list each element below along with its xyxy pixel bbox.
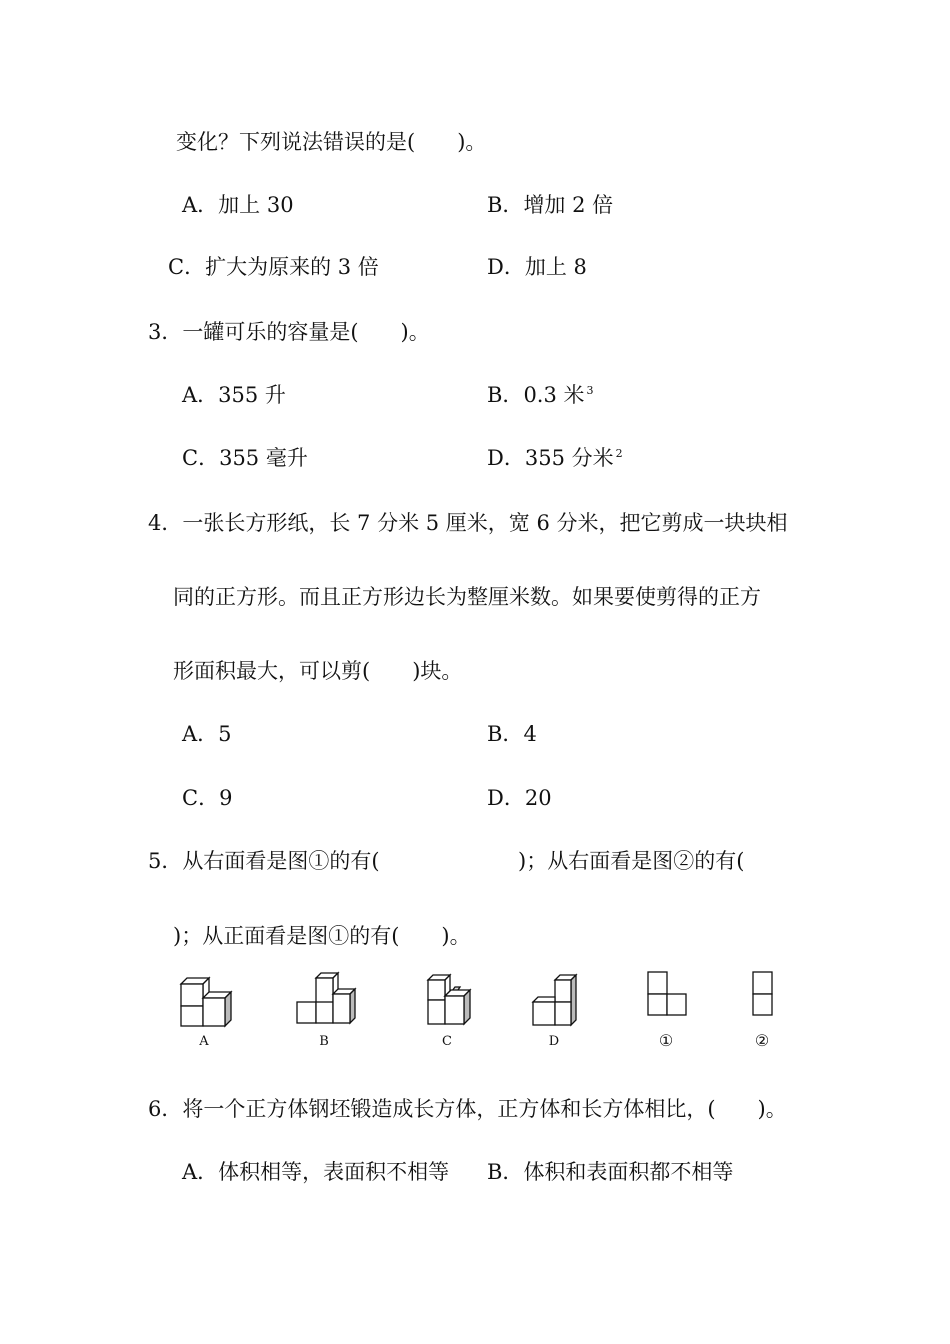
figure-c-cube-stack xyxy=(424,970,480,1028)
q3-stem: 3．一罐可乐的容量是( )。 xyxy=(148,320,430,344)
q4-option-d xyxy=(487,784,552,812)
q2-option-d xyxy=(487,253,587,281)
option-letter: A． xyxy=(182,193,219,217)
q2-stem-continuation: 变化？下列说法错误的是( )。 xyxy=(176,130,487,154)
option-letter: B． xyxy=(487,193,524,217)
figure-label-b: B xyxy=(319,1034,329,1049)
option-letter: A． xyxy=(182,383,219,407)
q3-option-a xyxy=(182,381,286,409)
figure-d-cube-stack xyxy=(528,972,584,1028)
q4-option-b xyxy=(487,720,537,748)
option-letter: A． xyxy=(182,722,219,746)
option-letter: D． xyxy=(487,255,525,279)
option-text: 5 xyxy=(218,722,232,746)
q4-stem-line-3: 形面积最大，可以剪( )块。 xyxy=(173,659,463,683)
q4-option-a xyxy=(182,720,232,748)
q4-stem-line-2: 同的正方形。而且正方形边长为整厘米数。如果要使剪得的正方 xyxy=(173,585,761,609)
option-text: 20 xyxy=(524,786,552,810)
option-letter: A． xyxy=(182,1160,219,1184)
option-text: 加上 8 xyxy=(524,255,587,279)
option-letter: D． xyxy=(487,446,525,470)
q5-stem-line-2: )；从正面看是图①的有( )。 xyxy=(173,924,471,948)
superscript: 2 xyxy=(615,447,623,460)
option-letter: B． xyxy=(487,1160,524,1184)
view-figure-2 xyxy=(751,970,775,1018)
view-label-2: ② xyxy=(754,1031,770,1050)
option-text: 355 升 xyxy=(218,383,286,407)
view-label-1: ① xyxy=(658,1031,674,1050)
q5-stem-line-1a: 5．从右面看是图①的有( xyxy=(148,849,380,873)
option-text: 扩大为原来的 3 倍 xyxy=(205,255,379,279)
option-letter: C． xyxy=(168,255,206,279)
option-letter: B． xyxy=(487,722,524,746)
q3-option-b xyxy=(487,381,594,409)
q4-option-c xyxy=(182,784,232,812)
option-text: 增加 2 倍 xyxy=(523,193,614,217)
option-text: 体积和表面积都不相等 xyxy=(523,1160,734,1184)
figure-label-c: C xyxy=(442,1034,452,1049)
superscript: 3 xyxy=(586,384,594,397)
option-letter: C． xyxy=(182,786,220,810)
option-text: 9 xyxy=(219,786,233,810)
option-text: 355 毫升 xyxy=(219,446,308,470)
q2-option-c xyxy=(168,253,379,281)
q5-stem-line-1b: )；从右面看是图②的有( xyxy=(518,849,745,873)
figure-a-cube-stack xyxy=(176,972,238,1028)
option-text: 加上 30 xyxy=(218,193,294,217)
q3-option-c xyxy=(182,444,308,472)
option-letter: D． xyxy=(487,786,525,810)
figure-label-a: A xyxy=(199,1034,209,1049)
figure-b-cube-stack xyxy=(293,970,361,1028)
option-letter: C． xyxy=(182,446,220,470)
q2-option-a xyxy=(182,191,294,219)
q6-option-b xyxy=(487,1158,733,1186)
q6-option-a xyxy=(182,1158,449,1186)
option-text: 355 分米 xyxy=(524,446,614,470)
q2-option-b xyxy=(487,191,613,219)
option-text: 体积相等，表面积不相等 xyxy=(218,1160,450,1184)
option-text: 0.3 米 xyxy=(523,383,585,407)
figure-label-d: D xyxy=(548,1034,560,1049)
option-letter: B． xyxy=(487,383,524,407)
view-figure-1 xyxy=(646,970,688,1018)
q3-option-d xyxy=(487,444,623,472)
option-text: 4 xyxy=(523,722,537,746)
q6-stem: 6．将一个正方体钢坯锻造成长方体，正方体和长方体相比，( )。 xyxy=(148,1097,787,1121)
q4-stem-line-1: 4．一张长方形纸，长 7 分米 5 厘米，宽 6 分米，把它剪成一块块相 xyxy=(148,511,788,535)
